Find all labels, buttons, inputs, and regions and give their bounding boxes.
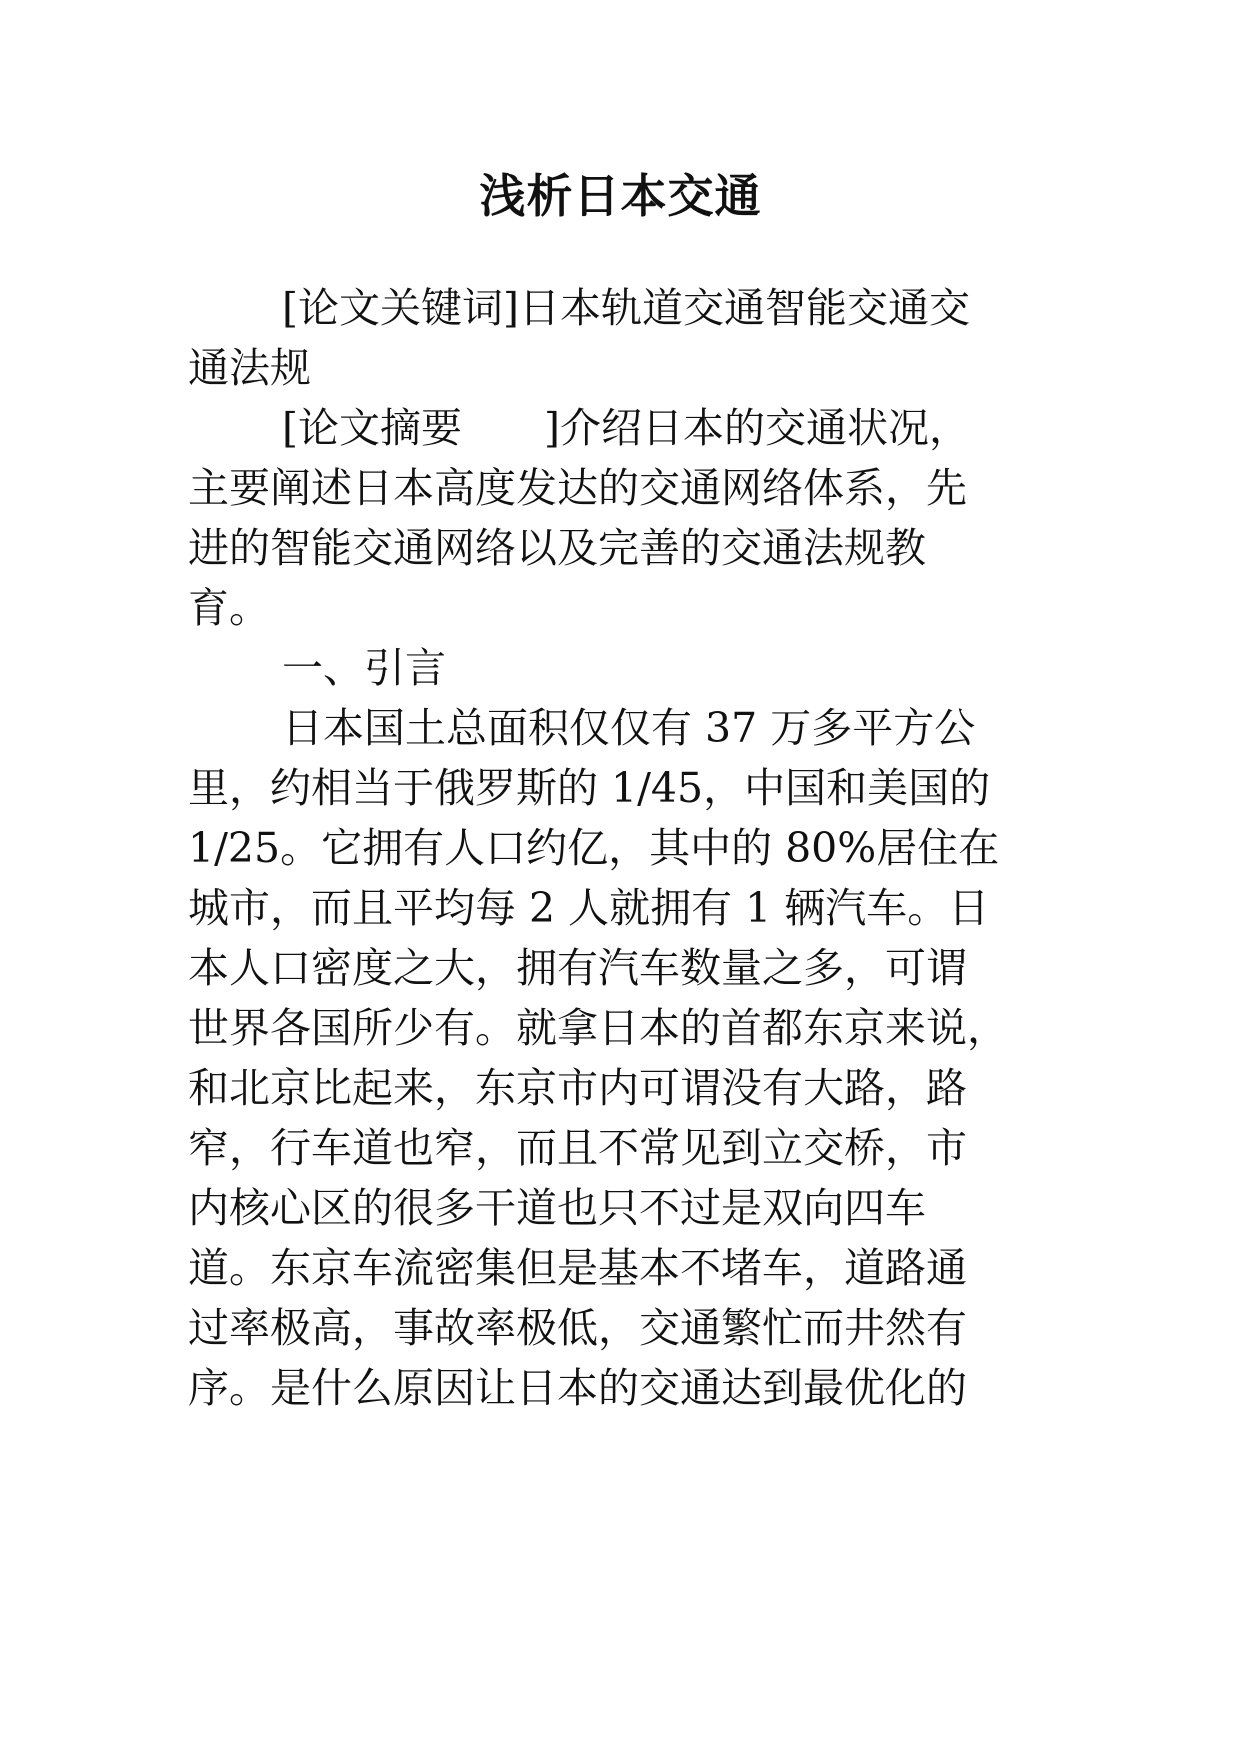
body-line-10: 道。东京车流密集但是基本不堵车，道路通 [188,1244,967,1292]
keywords-line-1: [论文关键词]日本轨道交通智能交通交 [282,284,970,332]
body-line-4: 城市，而且平均每 2 人就拥有 1 辆汽车。日 [188,884,990,932]
body-line-12: 序。是什么原因让日本的交通达到最优化的 [188,1364,967,1412]
section-heading: 一、引言 [282,644,446,692]
body-line-9: 内核心区的很多干道也只不过是双向四车 [188,1184,926,1232]
body-line-1: 日本国土总面积仅仅有 37 万多平方公 [282,704,976,752]
abstract-line-1: [论文摘要 ]介绍日本的交通状况， [282,404,970,452]
body-line-8: 窄，行车道也窄，而且不常见到立交桥，市 [188,1124,967,1172]
body-line-5: 本人口密度之大，拥有汽车数量之多，可谓 [188,944,967,992]
document-title: 浅析日本交通 [479,169,762,223]
body-line-11: 过率极高，事故率极低，交通繁忙而井然有 [188,1304,967,1352]
body-line-2: 里，约相当于俄罗斯的 1/45，中国和美国的 [188,764,991,812]
body-line-7: 和北京比起来，东京市内可谓没有大路，路 [188,1064,967,1112]
body-line-3: 1/25。它拥有人口约亿，其中的 80%居住在 [188,824,1000,872]
keywords-line-2: 通法规 [188,344,311,392]
abstract-line-4: 育。 [188,584,270,632]
abstract-line-2: 主要阐述日本高度发达的交通网络体系，先 [188,464,967,512]
abstract-line-3: 进的智能交通网络以及完善的交通法规教 [188,524,926,572]
body-line-6: 世界各国所少有。就拿日本的首都东京来说， [188,1004,1008,1052]
